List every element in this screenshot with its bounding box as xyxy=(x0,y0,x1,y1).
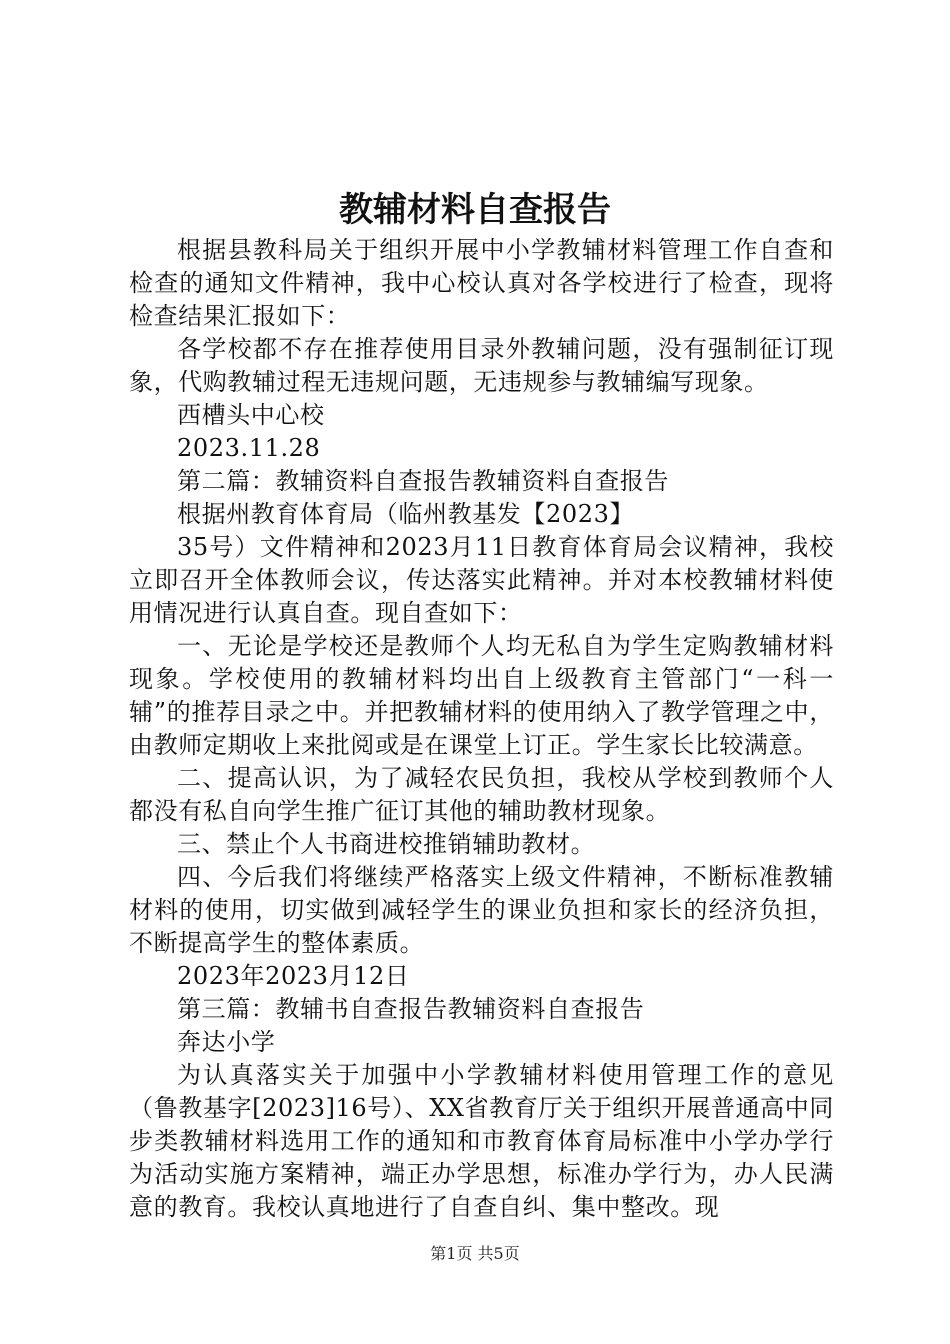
signature-school: 西槽头中心校 xyxy=(177,401,325,429)
paragraph-item-3: 三、禁止个人书商进校推销辅助教材。 xyxy=(177,830,596,858)
paragraph-intro: 根据县教科局关于组织开展中小学教辅材料管理工作自查和检查的通知文件精神，我中心校认真对各学校进行了检查，现将检查结果汇报如下： xyxy=(129,236,834,330)
signature-school-2: 奔达小学 xyxy=(177,1028,276,1056)
page-footer: 第1页 共5页 xyxy=(430,1244,520,1263)
document-body xyxy=(129,234,834,1224)
signature-date-2: 2023年2023月12日 xyxy=(177,962,410,990)
paragraph-reference: 根据州教育体育局（临州教基发【2023】 xyxy=(177,500,635,528)
paragraph-item-4: 四、今后我们将继续严格落实上级文件精神，不断标准教辅材料的使用，切实做到减轻学生的课业负担和家长的经济负担，不断提高学生的整体素质。 xyxy=(129,863,834,957)
section-heading-3: 第三篇：教辅书自查报告教辅资料自查报告 xyxy=(177,995,645,1023)
paragraph-item-1: 一、无论是学校还是教师个人均无私自为学生定购教辅材料现象。学校使用的教辅材料均出自上级教育主管部门“一科一辅”的推荐目录之中。并把教辅材料的使用纳入了教学管理之中，由教师定期收上来批阅或是在课堂上订正。学生家长比较满意。 xyxy=(129,632,834,759)
paragraph-meeting: 35号）文件精神和2023月11日教育体育局会议精神，我校立即召开全体教师会议，传达落实此精神。并对本校教辅材料使用情况进行认真自查。现自查如下： xyxy=(129,533,834,627)
signature-date: 2023.11.28 xyxy=(177,434,321,462)
paragraph-findings: 各学校都不存在推荐使用目录外教辅问题，没有强制征订现象，代购教辅过程无违规问题，无违规参与教辅编写现象。 xyxy=(129,335,834,396)
paragraph-implementation: 为认真落实关于加强中小学教辅材料使用管理工作的意见（鲁教基字[2023]16号）、XX省教育厅关于组织开展普通高中同步类教辅材料选用工作的通知和市教育体育局标准中小学办学行为活动实施方案精神，端正办学思想，标准办学行为，办人民满意的教育。我校认真地进行了自查自纠、集中整改。现 xyxy=(129,1061,834,1221)
document-title: 教辅材料自查报告 xyxy=(339,190,611,230)
paragraph-item-2: 二、提高认识，为了减轻农民负担，我校从学校到教师个人都没有私自向学生推广征订其他的辅助教材现象。 xyxy=(129,764,834,825)
section-heading-2: 第二篇：教辅资料自查报告教辅资料自查报告 xyxy=(177,467,669,495)
